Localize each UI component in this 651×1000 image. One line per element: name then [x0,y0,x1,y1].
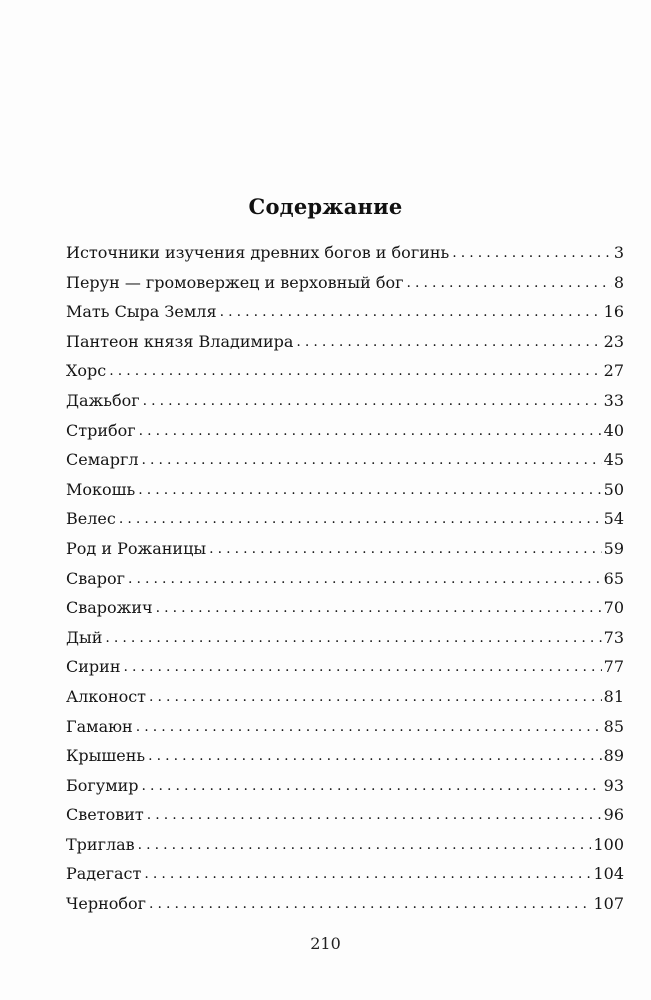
toc-entry-title: Дый [66,627,103,647]
toc-entry-page: 8 [613,272,624,292]
toc-dot-leader [147,799,602,831]
toc-entry-page: 77 [603,657,624,677]
toc-entry [66,889,624,919]
toc-dot-leader [109,355,601,387]
toc-entry-title: Велес [66,509,116,529]
toc-entry-title: Сварожич [66,598,153,618]
toc-entry-title: Гамаюн [66,716,133,736]
toc-entry-title: Чернобог [66,894,147,914]
toc-entry [66,297,624,327]
toc-entry-page: 73 [603,627,624,647]
toc-entry-title: Стрибог [66,420,136,440]
toc-entry [66,741,624,771]
toc-entry-title: Крышень [66,746,146,766]
toc-dot-leader [143,385,602,417]
toc-entry [66,682,624,712]
toc-entry-page: 3 [613,243,624,262]
toc-entry-page: 104 [593,864,624,884]
toc-dot-leader [119,503,602,535]
toc-entry-page: 50 [603,479,624,499]
toc-dot-leader [141,444,601,476]
toc-dot-leader [149,681,602,713]
toc-entry [66,800,624,830]
toc-dot-leader [144,858,591,890]
toc-entry [66,238,624,268]
toc-dot-leader [149,888,591,920]
toc-entry-title: Дажьбог [66,390,140,410]
toc-entry-page: 45 [603,450,624,470]
toc-dot-leader [220,296,602,328]
toc-dot-leader [136,711,602,743]
toc-entry-title: Сварог [66,568,126,588]
toc-entry [66,445,624,475]
toc-entry-page: 70 [603,598,624,618]
toc-dot-leader [105,622,601,654]
toc-entry [66,564,624,594]
toc-entry-page: 23 [603,331,624,351]
toc-entry-title: Богумир [66,775,139,795]
toc-entry-page: 54 [603,509,624,529]
toc-entry-page: 16 [603,302,624,322]
toc-entry-page: 96 [603,805,624,825]
toc-entry [66,593,624,623]
toc-entry-title: Сирин [66,657,121,677]
toc-dot-leader [138,829,592,861]
toc-entry [66,475,624,505]
toc-entry [66,859,624,889]
toc-entry-title: Световит [66,805,144,825]
toc-entry [66,327,624,357]
toc-dot-leader [142,770,602,802]
toc-entry-page: 65 [603,568,624,588]
toc-dot-leader [452,237,612,269]
toc-entry-title: Радегаст [66,864,142,884]
toc-entry-page: 27 [603,361,624,381]
toc-dot-leader [139,415,602,447]
toc-entry-page: 59 [603,538,624,558]
toc-entry-page: 85 [603,716,624,736]
toc-entry-page: 107 [593,894,624,914]
toc-entry-page: 33 [603,390,624,410]
toc-entry [66,356,624,386]
toc-entry-title: Семаргл [66,450,139,470]
toc-dot-leader [156,592,602,624]
toc-dot-leader [128,563,602,595]
toc-entry [66,623,624,653]
toc-entry [66,386,624,416]
toc-entry [66,534,624,564]
toc-entry-title: Источники изучения древних богов и богинь [66,243,450,262]
table-of-contents [66,238,624,919]
toc-entry [66,652,624,682]
toc-entry-title: Триглав [66,834,135,854]
toc-dot-leader [138,474,601,506]
toc-dot-leader [406,267,611,299]
toc-entry-title: Алконост [66,686,147,706]
toc-entry-page: 100 [593,834,624,854]
toc-dot-leader [148,740,602,772]
page-title: Содержание [248,194,403,219]
toc-dot-leader [209,533,602,565]
toc-entry [66,504,624,534]
toc-entry-page: 89 [603,746,624,766]
toc-entry-title: Род и Рожаницы [66,538,207,558]
toc-entry-page: 93 [603,775,624,795]
toc-entry-page: 81 [603,686,624,706]
toc-entry [66,771,624,801]
page-number: 210 [310,934,341,953]
toc-entry-title: Мать Сыра Земля [66,302,217,322]
toc-dot-leader [296,326,601,358]
toc-entry-title: Мокошь [66,479,136,499]
toc-entry [66,416,624,446]
toc-entry-title: Пантеон князя Владимира [66,331,294,351]
toc-entry-page: 40 [603,420,624,440]
toc-entry [66,712,624,742]
toc-dot-leader [123,651,601,683]
toc-entry-title: Хорс [66,361,107,381]
toc-entry [66,830,624,860]
toc-entry-title: Перун — громовержец и верховный бог [66,272,404,292]
toc-entry [66,268,624,298]
